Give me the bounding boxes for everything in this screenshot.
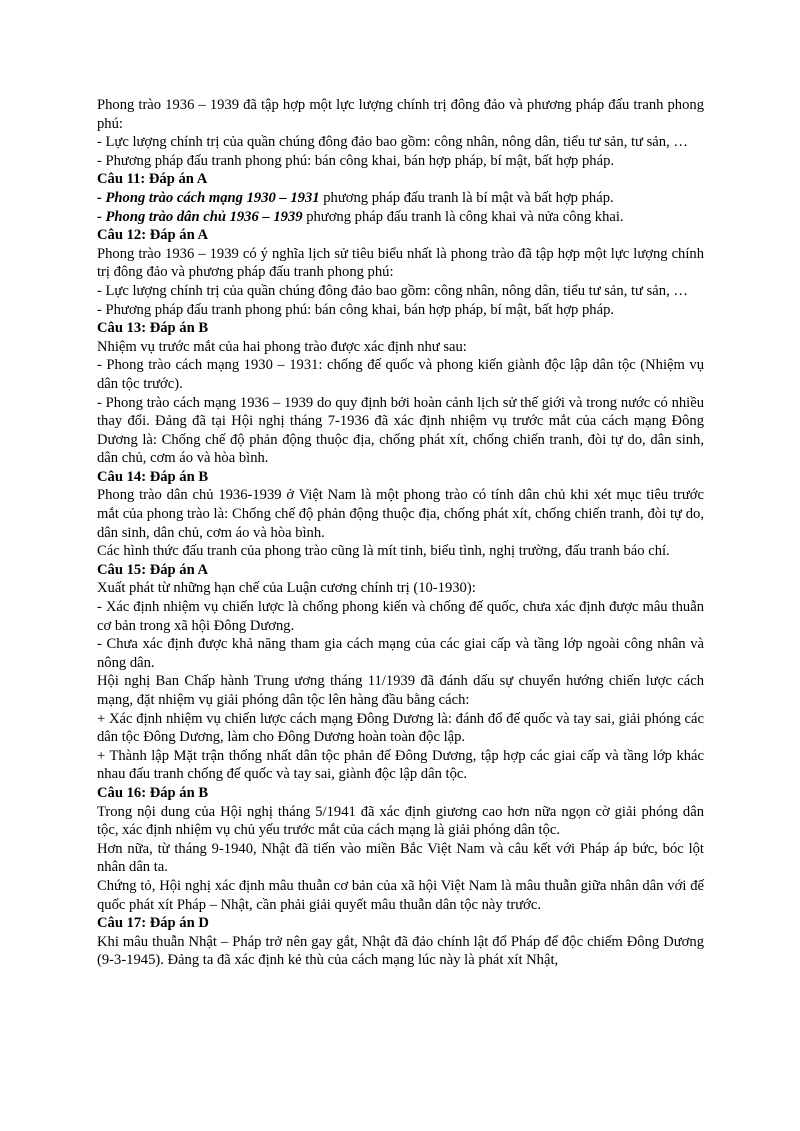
- paragraph: Trong nội dung của Hội nghị tháng 5/1941 đã xác định giương cao hơn nữa ngọn cờ giải phóng dân tộc, xác định nhiệm vụ chủ yếu trước mắt của cách mạng là giải phóng dân tộc.: [97, 803, 704, 839]
- paragraph: Hơn nữa, từ tháng 9-1940, Nhật đã tiến vào miền Bắc Việt Nam và câu kết với Pháp áp bức, bóc lột nhân dân ta.: [97, 840, 704, 876]
- list-item: - Phương pháp đấu tranh phong phú: bán công khai, bán hợp pháp, bí mật, bất hợp pháp.: [97, 152, 615, 169]
- list-item: [97, 189, 704, 208]
- body-text: phương pháp đấu tranh là công khai và nửa công khai.: [302, 208, 624, 225]
- paragraph: Nhiệm vụ trước mắt của hai phong trào được xác định như sau:: [97, 338, 467, 355]
- emphasis-text: - Phong trào cách mạng 1930 – 1931: [97, 189, 320, 206]
- list-item: [97, 208, 704, 227]
- list-item: - Xác định nhiệm vụ chiến lược là chống phong kiến và chống đế quốc, chưa xác định được mâu thuẫn cơ bản trong xã hội Đông Dương.: [97, 599, 704, 634]
- list-item: + Xác định nhiệm vụ chiến lược cách mạng Đông Dương là: đánh đổ đế quốc và tay sai, giải phóng các dân tộc Đông Dương, làm cho Đông Dương hoàn toàn độc lập.: [97, 710, 704, 746]
- paragraph: Xuất phát từ những hạn chế của Luận cương chính trị (10-1930):: [97, 580, 476, 597]
- list-item: - Lực lượng chính trị của quần chúng đông đảo bao gồm: công nhân, nông dân, tiểu tư sản, tư sản, …: [97, 282, 688, 299]
- question-heading: Câu 14: Đáp án B: [97, 468, 209, 485]
- paragraph: Phong trào 1936 – 1939 có ý nghĩa lịch sử tiêu biểu nhất là phong trào đã tập hợp một lực lượng chính trị đông đảo và phương pháp đấu tranh phong phú:: [97, 245, 704, 281]
- list-item: - Phong trào cách mạng 1936 – 1939 do quy định bởi hoàn cảnh lịch sử thế giới và trong nước có nhiều thay đổi. Đảng đã tại Hội nghị tháng 7-1936 đã xác định nhiệm vụ trước mắt của cách mạng Đông Dương là: Chống chế độ phản động thuộc địa, chống phát xít, chống chiến tranh, đòi tự do, dân sinh, dân chủ, cơm áo và hòa bình.: [97, 394, 704, 467]
- emphasis-text: - Phong trào dân chủ 1936 – 1939: [97, 208, 303, 225]
- list-item: - Phong trào cách mạng 1930 – 1931: chống đế quốc và phong kiến giành độc lập dân tộc (Nhiệm vụ dân tộc trước).: [97, 357, 704, 392]
- question-heading: Câu 16: Đáp án B: [97, 784, 209, 801]
- question-heading: Câu 13: Đáp án B: [97, 320, 209, 337]
- list-item: + Thành lập Mặt trận thống nhất dân tộc phản đế Đông Dương, tập hợp các giai cấp và tầng lớp khác nhau đấu tranh chống đế quốc và tay sai, giành độc lập dân tộc.: [97, 747, 704, 783]
- body-text: phương pháp đấu tranh là bí mật và bất hợp pháp.: [319, 189, 614, 206]
- paragraph: Chứng tỏ, Hội nghị xác định mâu thuẫn cơ bản của xã hội Việt Nam là mâu thuẫn giữa nhân dân với đế quốc phát xít Pháp – Nhật, cần phải giải quyết mâu thuẫn dân tộc này trước.: [97, 877, 704, 913]
- paragraph: Phong trào dân chủ 1936-1939 ở Việt Nam là một phong trào có tính dân chủ khi xét mục tiêu trước mắt của phong trào là: Chống chế độ phản động thuộc địa, chống phát xít, chống chiến tranh, đòi tự do, dân sinh, dân chủ, cơm áo và hòa bình.: [97, 487, 704, 541]
- question-heading: Câu 12: Đáp án A: [97, 227, 209, 244]
- paragraph: Các hình thức đấu tranh của phong trào cũng là mít tinh, biểu tình, nghị trường, đấu tranh báo chí.: [97, 543, 670, 560]
- paragraph: Khi mâu thuẫn Nhật – Pháp trở nên gay gắt, Nhật đã đảo chính lật đổ Pháp để độc chiếm Đông Dương (9-3-1945). Đảng ta đã xác định kẻ thù của cách mạng lúc này là phát xít Nhật,: [97, 933, 704, 969]
- question-heading: Câu 15: Đáp án A: [97, 561, 209, 578]
- paragraph: Phong trào 1936 – 1939 đã tập hợp một lực lượng chính trị đông đảo và phương pháp đấu tranh phong phú:: [97, 97, 704, 132]
- question-heading: Câu 11: Đáp án A: [97, 171, 208, 188]
- question-heading: Câu 17: Đáp án D: [97, 915, 209, 932]
- list-item: - Lực lượng chính trị của quần chúng đông đảo bao gồm: công nhân, nông dân, tiểu tư sản, tư sản, …: [97, 134, 688, 151]
- paragraph: Hội nghị Ban Chấp hành Trung ương tháng 11/1939 đã đánh dấu sự chuyển hướng chiến lược cách mạng, đặt nhiệm vụ giải phóng dân tộc lên hàng đầu bằng cách:: [97, 673, 704, 708]
- list-item: - Phương pháp đấu tranh phong phú: bán công khai, bán hợp pháp, bí mật, bất hợp pháp.: [97, 301, 615, 318]
- document-page: [97, 96, 704, 970]
- list-item: - Chưa xác định được khả năng tham gia cách mạng của các giai cấp và tầng lớp ngoài công nhân và nông dân.: [97, 636, 704, 671]
